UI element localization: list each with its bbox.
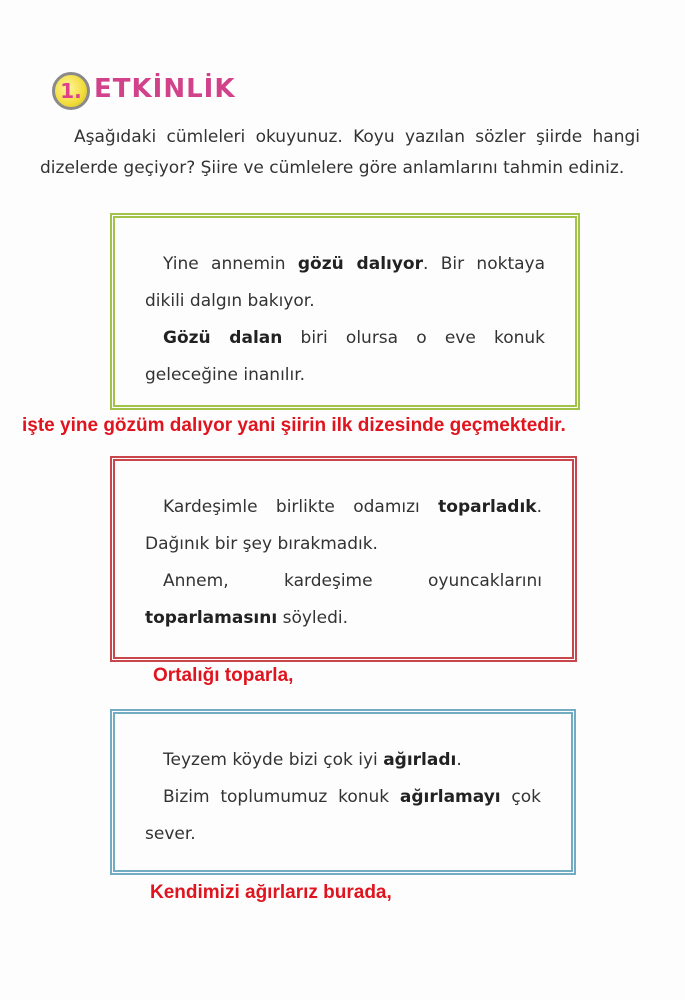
text: Yine annemin: [163, 254, 298, 274]
text: çok sever.: [145, 787, 541, 844]
bold-phrase: gözü dalıyor: [297, 254, 423, 274]
bold-phrase: ağırladı: [383, 750, 457, 770]
text: . Dağınık bir şey bırakmadık.: [145, 497, 542, 554]
sentence-2: [145, 779, 541, 853]
text: .: [456, 750, 462, 770]
sentence-box-1: [110, 213, 580, 410]
text: Teyzem köyde bizi çok iyi: [163, 750, 384, 770]
text: Annem, kardeşime oyuncaklarını: [163, 571, 542, 591]
text: söyledi.: [277, 608, 349, 628]
text: Kardeşimle birlikte odamızı: [163, 497, 439, 517]
instructions: Aşağıdaki cümleleri okuyunuz. Koyu yazılan sözler şiirde hangi dizelerde geçiyor? Şiire ve cümlelere göre anlamlarını tahmin ediniz.: [40, 127, 640, 178]
text: Bizim toplumumuz konuk: [163, 787, 400, 807]
activity-number-badge: 1.: [52, 72, 90, 110]
handwritten-answer-1: işte yine gözüm dalıyor yani şiirin ilk dizesinde geçmektedir.: [22, 415, 566, 436]
bold-phrase: toparlamasını: [145, 608, 278, 628]
handwritten-answer-3: Kendimizi ağırlarız burada,: [150, 882, 392, 903]
activity-title: ETKİNLİK: [94, 74, 236, 104]
sentence-2: [145, 320, 545, 394]
sentence-1: [145, 489, 542, 563]
handwritten-answer-2: Ortalığı toparla,: [153, 665, 294, 686]
bold-phrase: Gözü dalan: [163, 328, 283, 348]
sentence-box-3: [110, 709, 576, 875]
sentence-1: [145, 246, 545, 320]
sentence-1: [145, 742, 541, 779]
text: . Bir noktaya dikili dalgın bakıyor.: [145, 254, 546, 311]
bold-phrase: toparladık: [438, 497, 537, 517]
sentence-box-2: [110, 456, 577, 662]
bold-phrase: ağırlamayı: [399, 787, 501, 807]
text: biri olursa o eve konuk geleceğine inanılır.: [145, 328, 545, 385]
sentence-2: [145, 563, 542, 637]
